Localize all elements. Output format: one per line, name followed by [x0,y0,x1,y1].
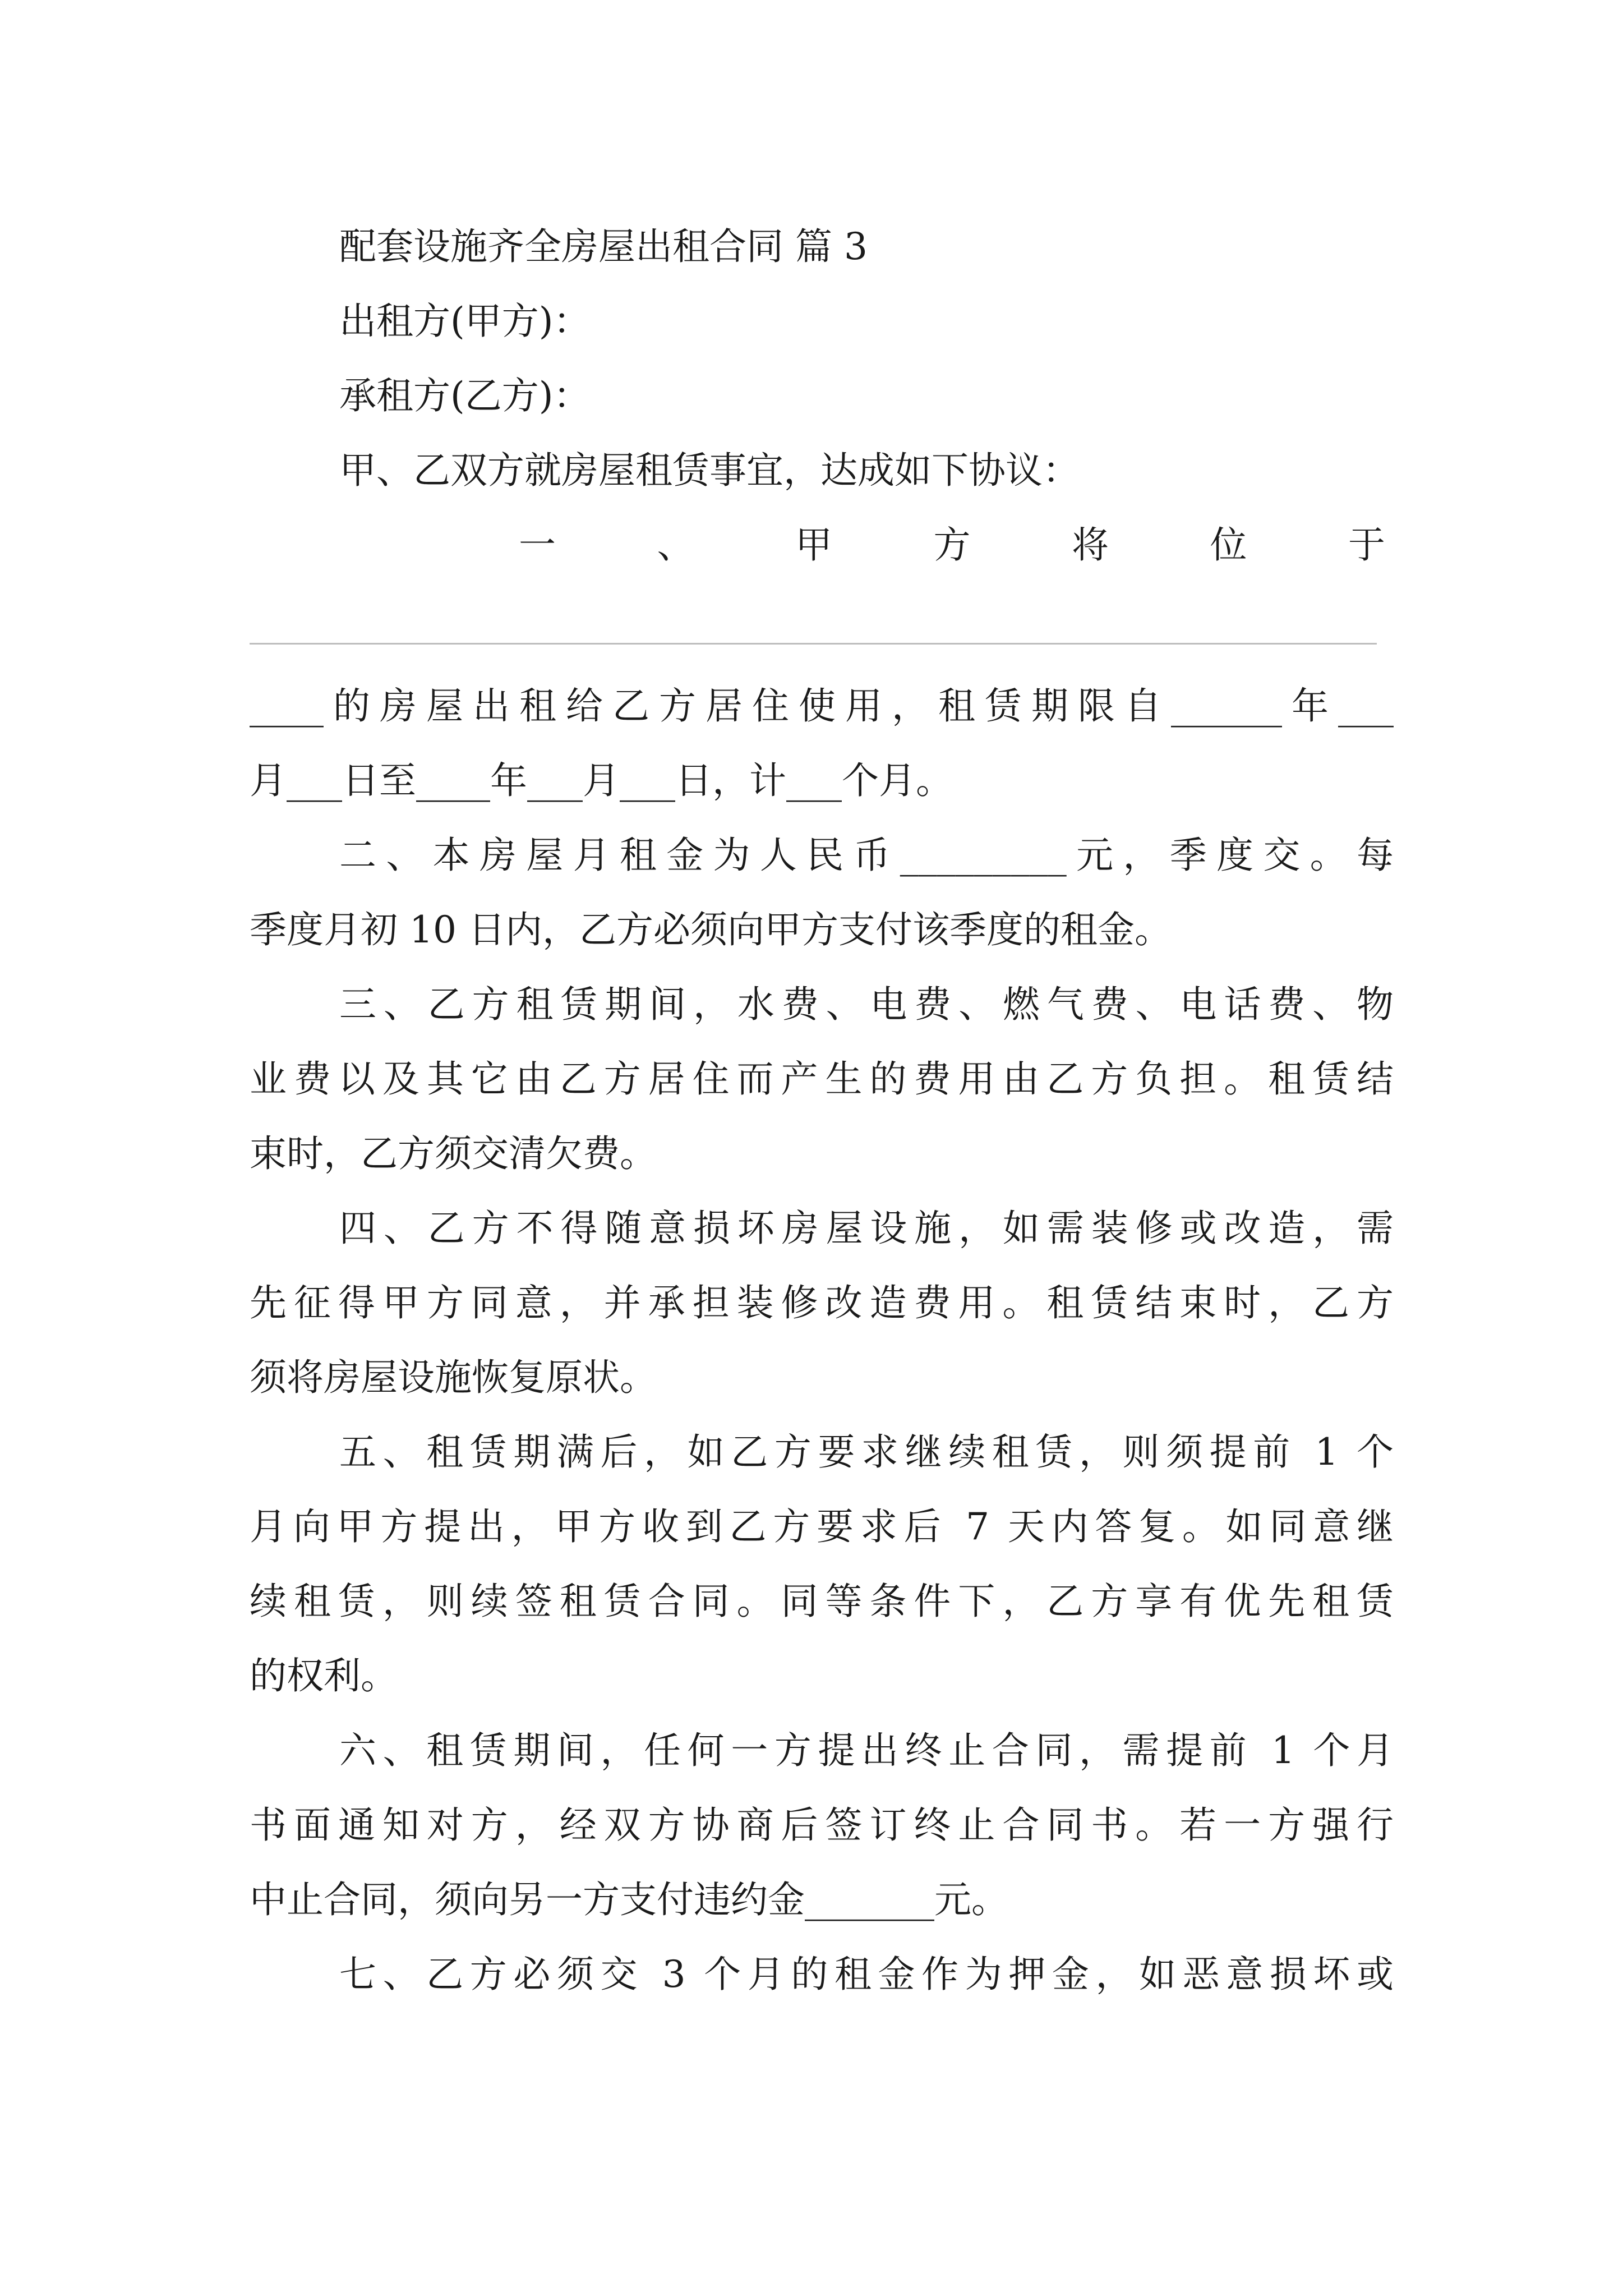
spread-char: 方 [933,523,971,567]
body-line: 的权利。 [250,1654,398,1697]
body-line: 先征得甲方同意，并承担装修改造费用。租赁结束时，乙方 [250,1281,1394,1324]
spread-char: 一 [519,523,556,567]
spread-char: 甲 [795,523,832,567]
body-line: 书面通知对方，经双方协商后签订终止合同书。若一方强行 [250,1803,1394,1847]
spread-char: 于 [1348,523,1385,567]
body-line: 月向甲方提出，甲方收到乙方要求后 7 天内答复。如同意继 [250,1505,1394,1548]
body-line: 须将房屋设施恢复原状。 [250,1356,657,1399]
spread-char: 将 [1072,523,1109,567]
body-line: 中止合同，须向另一方支付违约金_______元。 [250,1878,1008,1921]
agreement-intro: 甲、乙双方就房屋租赁事宜，达成如下协议： [339,449,1080,492]
clause-4-line: 四、乙方不得随意损坏房屋设施，如需装修或改造，需 [339,1207,1394,1250]
lessee-label: 承租方(乙方)： [339,374,591,417]
spread-char: 位 [1210,523,1247,567]
body-line: ____的房屋出租给乙方居住使用，租赁期限自______年___ [250,684,1394,728]
body-line: 业费以及其它由乙方居住而产生的费用由乙方负担。租赁结 [250,1057,1394,1101]
document-title: 配套设施齐全房屋出租合同 篇 3 [339,225,868,268]
body-line: 续租赁，则续签租赁合同。同等条件下，乙方享有优先租赁 [250,1580,1394,1623]
clause-2-line: 二、本房屋月租金为人民币_________元，季度交。每 [339,834,1394,877]
address-fill-line [250,643,1377,645]
body-line: 季度月初 10 日内，乙方必须向甲方支付该季度的租金。 [250,908,1172,951]
clause-3-line: 三、乙方租赁期间，水费、电费、燃气费、电话费、物 [339,983,1394,1026]
clause-1-heading [519,523,1385,568]
lessor-label: 出租方(甲方)： [339,300,591,343]
body-line: 月___日至____年___月___日，计___个月。 [250,759,953,802]
body-line: 束时，乙方须交清欠费。 [250,1132,657,1175]
clause-5-line: 五、租赁期满后，如乙方要求继续租赁，则须提前 1 个 [339,1430,1394,1474]
spread-char: 、 [657,523,694,567]
clause-7-line: 七、乙方必须交 3 个月的租金作为押金，如恶意损坏或 [339,1953,1394,1996]
clause-6-line: 六、租赁期间，任何一方提出终止合同，需提前 1 个月 [339,1729,1394,1772]
